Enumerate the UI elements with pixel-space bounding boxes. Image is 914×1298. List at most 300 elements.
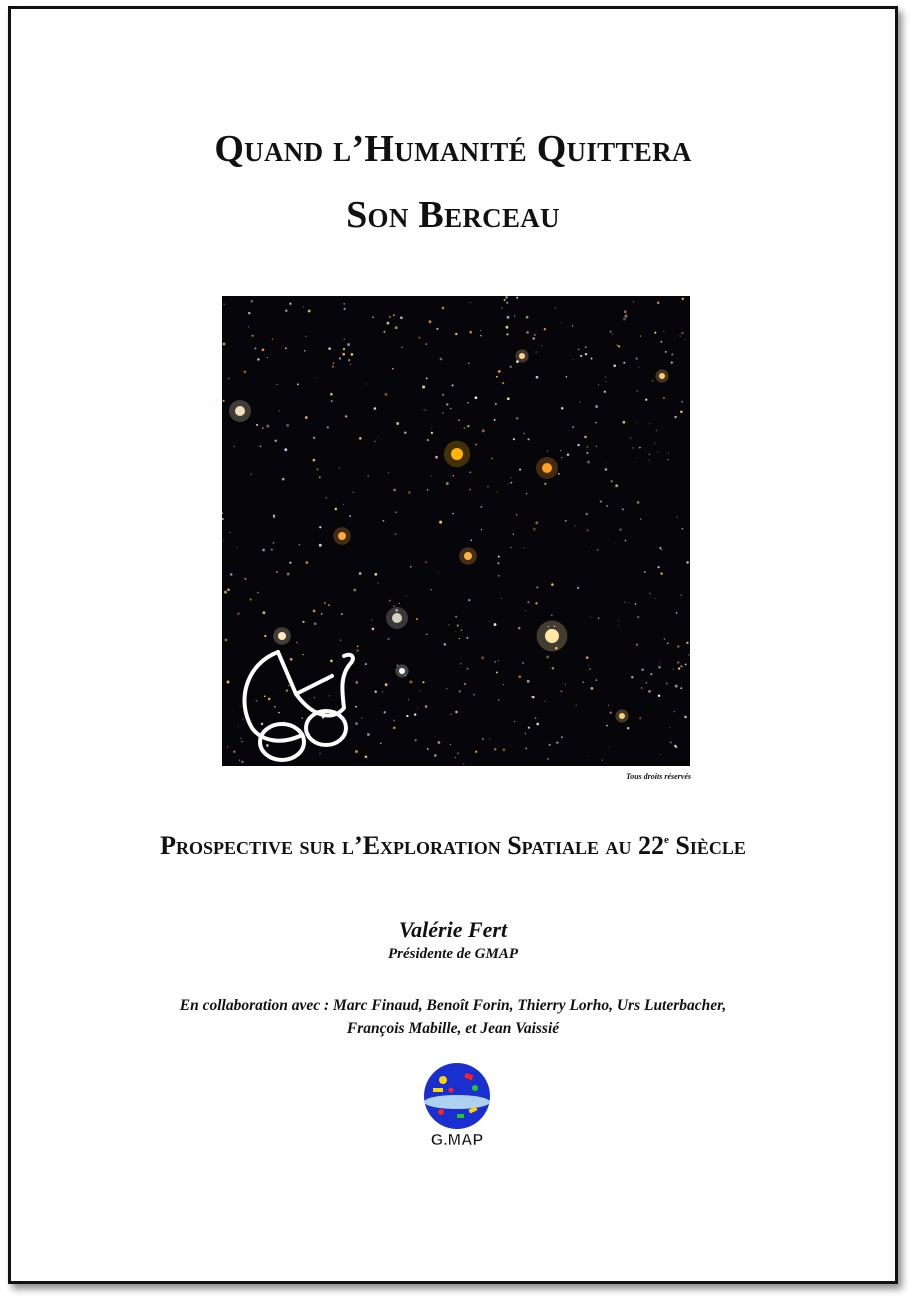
- star: [227, 681, 230, 684]
- star: [498, 556, 500, 558]
- image-credit: Tous droits réservés: [625, 772, 691, 781]
- star: [589, 668, 591, 670]
- star: [676, 612, 678, 614]
- star: [440, 358, 443, 361]
- star: [494, 748, 497, 751]
- star: [326, 497, 327, 498]
- star: [495, 403, 497, 405]
- star: [423, 410, 424, 411]
- star: [243, 718, 244, 719]
- star: [625, 540, 627, 542]
- star: [264, 695, 266, 697]
- star: [455, 711, 458, 714]
- star: [266, 425, 269, 428]
- star: [452, 475, 454, 477]
- star: [498, 699, 499, 700]
- star: [516, 417, 519, 420]
- star: [561, 736, 563, 738]
- star: [496, 671, 498, 673]
- star: [525, 747, 527, 749]
- subtitle-main: Prospective sur l’Exploration Spatiale au 22: [160, 831, 665, 860]
- star: [657, 452, 658, 453]
- star: [586, 452, 588, 454]
- star: [635, 603, 637, 605]
- star: [319, 526, 321, 528]
- star: [489, 739, 490, 740]
- star: [288, 685, 289, 686]
- star: [558, 473, 560, 475]
- star: [623, 318, 626, 321]
- star: [316, 378, 317, 379]
- star: [353, 589, 356, 592]
- star: [526, 331, 529, 334]
- star: [262, 348, 265, 351]
- star: [595, 679, 597, 681]
- star: [633, 447, 634, 448]
- star: [591, 616, 592, 617]
- star: [448, 624, 449, 625]
- star: [561, 407, 564, 410]
- star: [442, 412, 444, 414]
- star: [463, 427, 465, 429]
- star: [452, 384, 454, 386]
- star: [605, 377, 606, 378]
- star: [425, 343, 426, 344]
- star: [319, 476, 321, 478]
- star: [577, 444, 579, 446]
- star: [359, 437, 362, 440]
- star: [578, 348, 580, 350]
- star: [425, 705, 428, 708]
- star: [256, 424, 258, 426]
- star: [533, 528, 536, 531]
- star: [654, 443, 655, 444]
- star: [572, 359, 573, 360]
- star: [372, 628, 375, 631]
- star: [673, 669, 674, 670]
- star: [552, 667, 554, 669]
- star: [498, 370, 501, 373]
- star: [396, 422, 399, 425]
- star: [460, 663, 462, 665]
- star: [356, 649, 359, 652]
- collaborators-line-2: François Mabille, et Jean Vaissié: [346, 1020, 560, 1037]
- star: [240, 738, 241, 739]
- star: [409, 680, 412, 683]
- star: [481, 656, 484, 659]
- star: [418, 337, 420, 339]
- star: [304, 350, 306, 352]
- star: [339, 467, 340, 468]
- star: [685, 339, 686, 340]
- star: [637, 616, 639, 618]
- star: [674, 745, 676, 747]
- star: [427, 489, 428, 490]
- star: [631, 676, 633, 678]
- title-line-1: Quand l’Humanité Quittera: [214, 128, 692, 170]
- star: [660, 341, 662, 343]
- star: [240, 706, 241, 707]
- star: [502, 382, 504, 384]
- star: [610, 712, 612, 714]
- star: [610, 331, 612, 333]
- star: [427, 439, 430, 442]
- star: [475, 751, 477, 753]
- star: [513, 534, 514, 535]
- star: [494, 419, 496, 421]
- star: [262, 549, 265, 552]
- star: [677, 661, 679, 663]
- star: [444, 643, 446, 645]
- star: [278, 712, 280, 714]
- star: [622, 508, 624, 510]
- star: [522, 662, 523, 663]
- star: [224, 591, 227, 594]
- star: [584, 436, 587, 439]
- star: [686, 561, 688, 563]
- deep-field-image: [222, 296, 690, 766]
- star: [455, 333, 457, 335]
- star: [342, 353, 345, 356]
- star: [680, 594, 682, 596]
- star: [624, 310, 627, 313]
- star: [284, 448, 287, 451]
- galaxy: [278, 632, 286, 640]
- star: [395, 511, 397, 513]
- star: [590, 687, 593, 690]
- star: [656, 430, 657, 431]
- star: [374, 407, 377, 410]
- star: [658, 666, 661, 669]
- star: [355, 706, 357, 708]
- galaxy: [451, 448, 463, 460]
- star: [575, 704, 577, 706]
- star: [547, 758, 549, 760]
- star: [572, 426, 574, 428]
- star: [682, 401, 683, 402]
- star: [374, 441, 375, 442]
- star: [654, 598, 655, 599]
- star: [498, 575, 500, 577]
- star: [551, 583, 554, 586]
- star: [677, 645, 679, 647]
- galaxy: [464, 552, 472, 560]
- star: [480, 335, 482, 337]
- star: [351, 353, 354, 356]
- document-page: [8, 6, 898, 1284]
- star: [535, 602, 537, 604]
- collaborators-line-1: En collaboration avec : Marc Finaud, Benoît Forin, Thierry Lorho, Urs Luterbacher,: [179, 997, 727, 1014]
- star: [565, 684, 566, 685]
- star: [664, 638, 666, 640]
- title-line-2: Son Berceau: [346, 194, 560, 236]
- star: [277, 384, 278, 385]
- star: [636, 422, 637, 423]
- star: [348, 359, 351, 362]
- star: [510, 477, 511, 478]
- star: [452, 513, 454, 515]
- star: [637, 390, 638, 391]
- star: [386, 322, 389, 325]
- star: [657, 302, 660, 305]
- star: [224, 304, 225, 305]
- star: [302, 621, 304, 623]
- star: [598, 384, 599, 385]
- star: [442, 394, 444, 396]
- star: [588, 665, 589, 666]
- star: [623, 421, 626, 424]
- star: [491, 458, 493, 460]
- star: [591, 546, 592, 547]
- star: [332, 365, 335, 368]
- star: [414, 713, 416, 715]
- star: [618, 620, 619, 621]
- star: [644, 571, 646, 573]
- star: [482, 738, 484, 740]
- star: [544, 701, 546, 703]
- star: [248, 327, 249, 328]
- star: [272, 338, 273, 339]
- star: [527, 680, 530, 683]
- star: [401, 346, 403, 348]
- star: [343, 504, 344, 505]
- star: [518, 627, 520, 629]
- star: [249, 598, 251, 600]
- star: [508, 483, 509, 484]
- star: [450, 713, 451, 714]
- star: [372, 316, 374, 318]
- star: [639, 717, 641, 719]
- logo-text: G.MAP: [430, 1132, 484, 1148]
- galaxy: [399, 668, 405, 674]
- star: [675, 685, 678, 688]
- author-role: Présidente de GMAP: [388, 946, 518, 962]
- star: [685, 663, 687, 665]
- star: [383, 331, 385, 333]
- star: [660, 754, 661, 755]
- star: [268, 698, 271, 701]
- star: [637, 458, 638, 459]
- star: [526, 493, 527, 494]
- star: [252, 335, 254, 337]
- star: [393, 489, 396, 492]
- star: [223, 400, 225, 402]
- star: [654, 332, 656, 334]
- star: [682, 528, 684, 530]
- star: [260, 445, 262, 447]
- star: [229, 532, 231, 534]
- star: [438, 572, 439, 573]
- star: [434, 754, 437, 757]
- star: [505, 326, 508, 329]
- star: [431, 589, 432, 590]
- star: [535, 521, 538, 524]
- star: [227, 746, 228, 747]
- star: [314, 697, 316, 699]
- star: [404, 431, 406, 433]
- star: [645, 682, 647, 684]
- star: [619, 529, 621, 531]
- star: [244, 578, 246, 580]
- star: [239, 760, 240, 761]
- star: [648, 460, 649, 461]
- star: [393, 726, 396, 729]
- star: [371, 620, 372, 621]
- star: [489, 621, 490, 622]
- star: [663, 331, 664, 332]
- star: [524, 433, 525, 434]
- star: [595, 422, 597, 424]
- star: [355, 750, 358, 753]
- star: [385, 683, 388, 686]
- star: [580, 401, 581, 402]
- star: [514, 721, 515, 722]
- star: [496, 376, 498, 378]
- star: [481, 529, 482, 530]
- star: [296, 642, 298, 644]
- star: [289, 303, 291, 305]
- star: [455, 631, 456, 632]
- star: [627, 727, 629, 729]
- star: [468, 599, 470, 601]
- star: [430, 475, 431, 476]
- star: [535, 717, 536, 718]
- star: [668, 453, 669, 454]
- star: [345, 415, 347, 417]
- collaborators: [71, 994, 835, 1040]
- star: [251, 300, 253, 302]
- galaxy: [519, 353, 525, 359]
- star: [555, 308, 556, 309]
- star: [257, 592, 259, 594]
- star: [507, 397, 510, 400]
- star: [506, 302, 508, 304]
- star: [227, 588, 230, 591]
- star: [365, 755, 368, 758]
- star: [305, 416, 308, 419]
- star: [667, 642, 669, 644]
- star: [238, 726, 239, 727]
- star: [544, 483, 546, 485]
- star: [355, 722, 358, 725]
- star: [587, 446, 589, 448]
- star: [389, 316, 391, 318]
- star: [572, 325, 573, 326]
- star: [494, 623, 497, 626]
- star: [343, 308, 345, 310]
- star: [270, 548, 273, 551]
- star: [313, 609, 316, 612]
- star: [410, 566, 412, 568]
- star: [639, 447, 641, 449]
- star: [516, 514, 518, 516]
- star: [406, 596, 407, 597]
- star: [241, 741, 243, 743]
- star: [422, 386, 425, 389]
- subtitle-superscript: e: [664, 834, 669, 846]
- star: [556, 741, 558, 743]
- star: [534, 334, 536, 336]
- star: [290, 658, 293, 661]
- star: [618, 345, 620, 347]
- star: [669, 727, 670, 728]
- star: [605, 468, 608, 471]
- star: [513, 438, 515, 440]
- star: [297, 383, 299, 385]
- star: [435, 456, 438, 459]
- star: [321, 613, 323, 615]
- star: [604, 391, 606, 393]
- star: [681, 332, 683, 334]
- star: [659, 547, 661, 549]
- star: [582, 681, 584, 683]
- star: [395, 326, 398, 329]
- star: [431, 432, 433, 434]
- star: [225, 639, 228, 642]
- star: [365, 663, 367, 665]
- star: [395, 533, 397, 535]
- star: [286, 424, 289, 427]
- star: [446, 482, 449, 485]
- star: [426, 634, 427, 635]
- star: [328, 604, 330, 606]
- star: [501, 307, 503, 309]
- star: [684, 716, 687, 719]
- star: [324, 602, 326, 604]
- star: [609, 747, 610, 748]
- star: [264, 635, 266, 637]
- star: [273, 542, 275, 544]
- star: [248, 312, 251, 315]
- star: [590, 357, 592, 359]
- star: [393, 720, 395, 722]
- star: [528, 726, 530, 728]
- star: [588, 755, 589, 756]
- star: [361, 717, 362, 718]
- star: [285, 347, 287, 349]
- star: [374, 573, 377, 576]
- star: [335, 508, 338, 511]
- star: [507, 316, 510, 319]
- star: [551, 614, 553, 616]
- star: [630, 437, 632, 439]
- star: [406, 715, 408, 717]
- star: [393, 605, 394, 606]
- star: [649, 423, 650, 424]
- star: [519, 469, 521, 471]
- star: [353, 492, 354, 493]
- star: [470, 539, 472, 541]
- star: [356, 681, 358, 683]
- star: [680, 336, 681, 337]
- galaxy: [235, 406, 245, 416]
- star: [504, 299, 506, 301]
- star: [649, 593, 651, 595]
- star: [467, 668, 469, 670]
- star: [625, 315, 628, 318]
- star: [442, 307, 445, 310]
- star: [536, 352, 537, 353]
- star: [541, 345, 542, 346]
- star: [446, 688, 447, 689]
- star: [339, 357, 341, 359]
- star: [237, 612, 240, 615]
- author-name: Valérie Fert: [398, 917, 508, 942]
- star: [327, 426, 329, 428]
- star: [638, 367, 639, 368]
- star: [544, 328, 546, 330]
- star: [267, 357, 268, 358]
